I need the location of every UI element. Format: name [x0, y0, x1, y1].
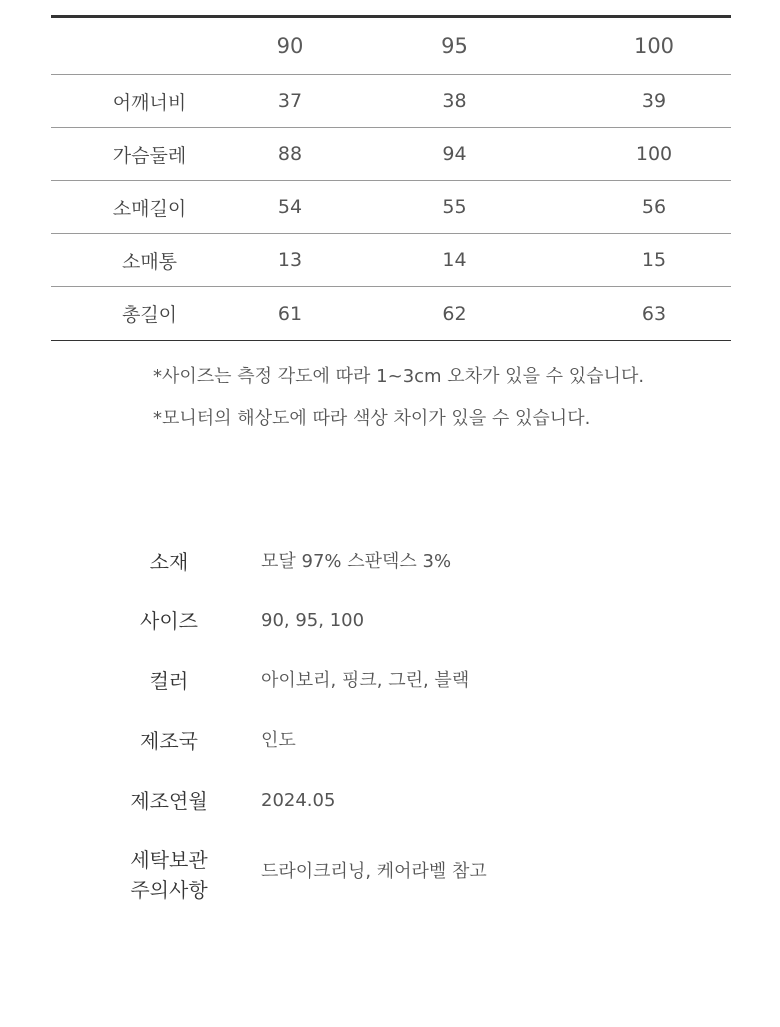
info-label: 제조국 [140, 729, 198, 753]
size-header-cell [248, 17, 577, 75]
info-label: 컬러 [149, 669, 189, 693]
table-row [51, 75, 731, 128]
info-label-line: 주의사항 [130, 878, 208, 902]
table-cell: 38 [442, 90, 467, 112]
row-label: 소매길이 [112, 197, 187, 220]
info-value: 드라이크리닝, 케어라벨 참고 [261, 861, 487, 882]
table-cell: 62 [442, 302, 467, 325]
size-header-95: 95 [441, 34, 468, 58]
size-header-100: 100 [577, 17, 731, 75]
size-table-header-row [51, 17, 731, 75]
info-label: 사이즈 [140, 609, 198, 633]
table-cell: 39 [641, 90, 667, 112]
table-cell: 13 [277, 249, 303, 271]
info-label: 소재 [149, 550, 189, 574]
info-value: 인도 [261, 730, 296, 751]
info-label-care [110, 845, 228, 905]
info-value: 아이보리, 핑크, 그린, 블랙 [261, 670, 470, 691]
table-cell: 55 [442, 196, 467, 218]
table-row [51, 234, 731, 287]
note-measurement: *사이즈는 측정 각도에 따라 1~3cm 오차가 있을 수 있습니다. [153, 366, 645, 387]
table-cell-group [248, 75, 577, 128]
row-label: 총길이 [121, 304, 178, 326]
row-label: 소매통 [121, 250, 178, 273]
note-monitor: *모니터의 해상도에 따라 색상 차이가 있을 수 있습니다. [153, 408, 591, 429]
table-cell-group [248, 287, 577, 341]
table-cell-group [248, 128, 577, 181]
info-value: 2024.05 [261, 790, 336, 811]
table-cell: 61 [277, 302, 303, 325]
table-row [51, 128, 731, 181]
table-cell: 14 [442, 249, 467, 271]
table-row [51, 287, 731, 341]
info-value: 90, 95, 100 [261, 610, 365, 631]
size-notes [153, 365, 644, 449]
size-table [51, 15, 731, 341]
info-label: 제조연월 [130, 789, 208, 813]
info-label-line: 세탁보관 [130, 848, 208, 872]
table-row [51, 181, 731, 234]
row-label: 가슴둘레 [112, 144, 187, 167]
table-cell: 37 [277, 90, 303, 112]
table-cell-group [248, 234, 577, 287]
size-header-empty [51, 17, 248, 75]
size-header-90: 90 [276, 34, 304, 58]
table-cell: 56 [641, 196, 667, 218]
row-label: 어깨너비 [112, 91, 187, 114]
table-cell: 15 [641, 249, 667, 271]
table-cell: 94 [442, 143, 467, 165]
table-cell-group [248, 181, 577, 234]
table-cell: 63 [641, 302, 667, 325]
table-cell: 100 [635, 143, 673, 165]
table-cell: 88 [277, 143, 303, 165]
table-cell: 54 [277, 196, 303, 218]
info-value: 모달 97% 스판덱스 3% [261, 551, 452, 572]
